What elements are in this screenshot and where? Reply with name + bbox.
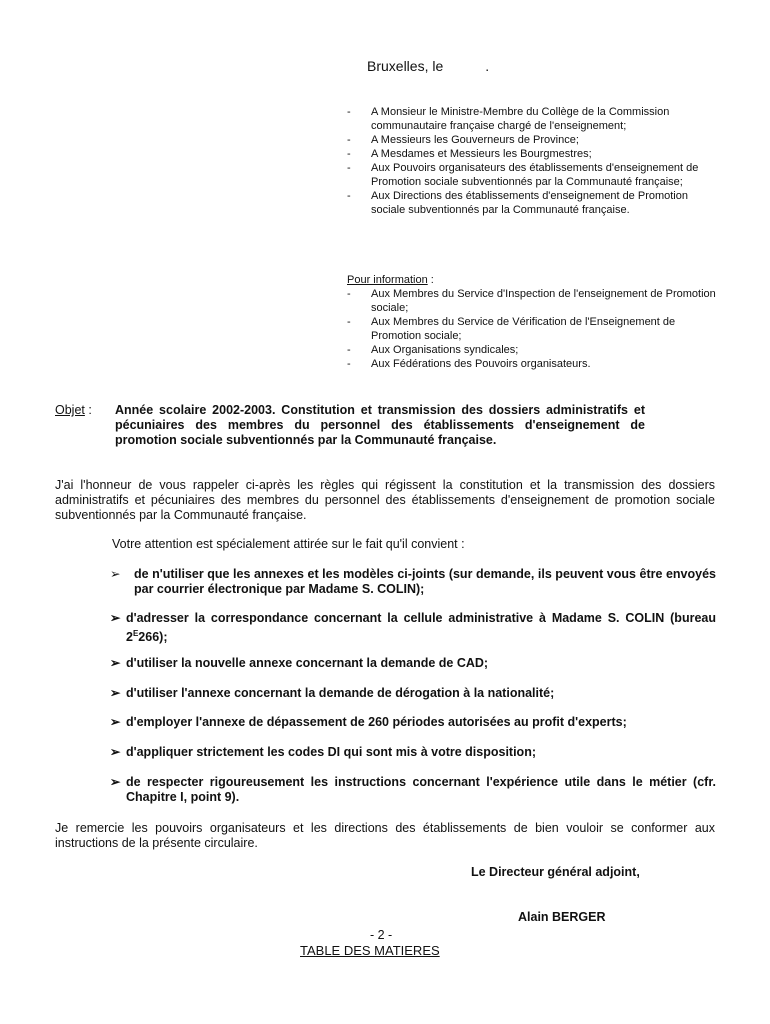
bullet-text-part: 266); <box>138 630 168 645</box>
recipient-text: A Mesdames et Messieurs les Bourgmestres; <box>371 148 592 160</box>
bullet-superscript: E <box>132 629 139 638</box>
info-recipients-list <box>347 273 719 371</box>
bullet-text: de respecter rigoureusement les instructions concernant l'expérience utile dans le métier (cfr. Chapitre I, point 9). <box>126 775 716 804</box>
info-label: Pour information <box>347 274 428 286</box>
bullet-text: de n'utiliser que les annexes et les modèles ci-joints (sur demande, ils peuvent vous être envoyés par courrier électronique par Madame S. COLIN); <box>134 567 716 596</box>
info-recipient-item: - Aux Membres du Service d'Inspection de l'enseignement de Promotion sociale; <box>347 287 719 315</box>
attention-line: Votre attention est spécialement attirée sur le fait qu'il convient : <box>112 537 465 551</box>
arrow-bullet-icon: ➢ <box>110 745 121 759</box>
info-recipient-item: - Aux Organisations syndicales; <box>347 343 719 357</box>
arrow-bullet-icon: ➢ <box>110 567 121 581</box>
subject-label <box>55 403 115 448</box>
info-recipient-text: Aux Organisations syndicales; <box>371 344 519 356</box>
toc-heading: TABLE DES MATIERES <box>300 943 440 958</box>
arrow-bullet-icon: ➢ <box>110 611 121 625</box>
recipient-item: - A Messieurs les Gouverneurs de Province; <box>347 133 719 147</box>
subject-label-text: Objet <box>55 403 85 417</box>
arrow-bullet-icon: ➢ <box>110 686 121 700</box>
recipient-item: - A Mesdames et Messieurs les Bourgmestres; <box>347 147 719 161</box>
info-recipient-item: - Aux Membres du Service de Vérification de l'Enseignement de Promotion sociale; <box>347 315 719 343</box>
bullet-text: d'utiliser l'annexe concernant la demande de dérogation à la nationalité; <box>126 686 555 700</box>
closing-paragraph: Je remercie les pouvoirs organisateurs et les directions des établissements de bien vouloir se conformer aux instructions de la présente circulaire. <box>55 821 715 850</box>
bullet-text: d'appliquer strictement les codes DI qui sont mis à votre disposition; <box>126 745 536 759</box>
arrow-bullet-icon: ➢ <box>110 656 121 670</box>
recipients-list <box>347 105 719 217</box>
date-line <box>367 58 489 74</box>
info-recipient-text: Aux Membres du Service d'Inspection de l'enseignement de Promotion sociale; <box>371 288 716 314</box>
bullet-text-part: d'adresser la correspondance concernant la cellule administrative à Madame S. COLIN (bureau 2 <box>126 611 716 645</box>
info-recipient-text: Aux Fédérations des Pouvoirs organisateurs. <box>371 358 591 370</box>
recipient-text: A Monsieur le Ministre-Membre du Collège de la Commission communautaire française chargé de l'enseignement; <box>371 106 670 132</box>
bullet-item <box>110 686 716 701</box>
bullet-text <box>126 611 716 645</box>
info-recipient-text: Aux Membres du Service de Vérification de l'Enseignement de Promotion sociale; <box>371 316 676 342</box>
recipient-text: Aux Directions des établissements d'enseignement de Promotion sociale subventionnés par la Communauté française. <box>371 190 688 216</box>
info-colon: : <box>427 274 434 286</box>
bullet-item <box>110 611 716 645</box>
subject-text: Année scolaire 2002-2003. Constitution et transmission des dossiers administratifs et pécuniaires des membres du personnel des établissements d'enseignement de promotion sociale subventionnés par la Communauté française. <box>115 403 645 447</box>
date-suffix: . <box>485 58 490 74</box>
date-prefix: Bruxelles, le <box>367 58 444 74</box>
bullet-item <box>110 715 716 730</box>
bullet-item <box>110 656 716 671</box>
recipient-text: Aux Pouvoirs organisateurs des établissements d'enseignement de Promotion sociale subventionnés par la Communauté française; <box>371 162 699 188</box>
subject-block <box>55 403 645 448</box>
arrow-bullet-icon: ➢ <box>110 775 121 789</box>
bullet-text: d'employer l'annexe de dépassement de 260 périodes autorisées au profit d'experts; <box>126 715 627 729</box>
recipient-item: - Aux Directions des établissements d'enseignement de Promotion sociale subventionnés par la Communauté française. <box>347 189 719 217</box>
bullet-text: d'utiliser la nouvelle annexe concernant la demande de CAD; <box>126 656 489 670</box>
bullet-item <box>110 745 716 760</box>
info-heading <box>347 273 719 287</box>
page-number: - 2 - <box>370 928 393 942</box>
info-recipient-item: - Aux Fédérations des Pouvoirs organisateurs. <box>347 357 719 371</box>
recipient-item: - Aux Pouvoirs organisateurs des établissements d'enseignement de Promotion sociale subventionnés par la Communauté française; <box>347 161 719 189</box>
bullet-item <box>110 775 716 805</box>
recipient-text: A Messieurs les Gouverneurs de Province; <box>371 134 579 146</box>
subject-colon: : <box>84 403 92 417</box>
intro-paragraph: J'ai l'honneur de vous rappeler ci-après les règles qui régissent la constitution et la transmission des dossiers administratifs et pécuniaires des membres du personnel des établissements d'enseignement de promotion sociale subventionnés par la Communauté française. <box>55 478 715 522</box>
signature-title: Le Directeur général adjoint, <box>471 865 640 879</box>
arrow-bullet-icon: ➢ <box>110 715 121 729</box>
signature-name: Alain BERGER <box>518 910 606 924</box>
bullet-item <box>110 567 716 597</box>
recipient-item: - A Monsieur le Ministre-Membre du Collège de la Commission communautaire française chargé de l'enseignement; <box>347 105 719 133</box>
